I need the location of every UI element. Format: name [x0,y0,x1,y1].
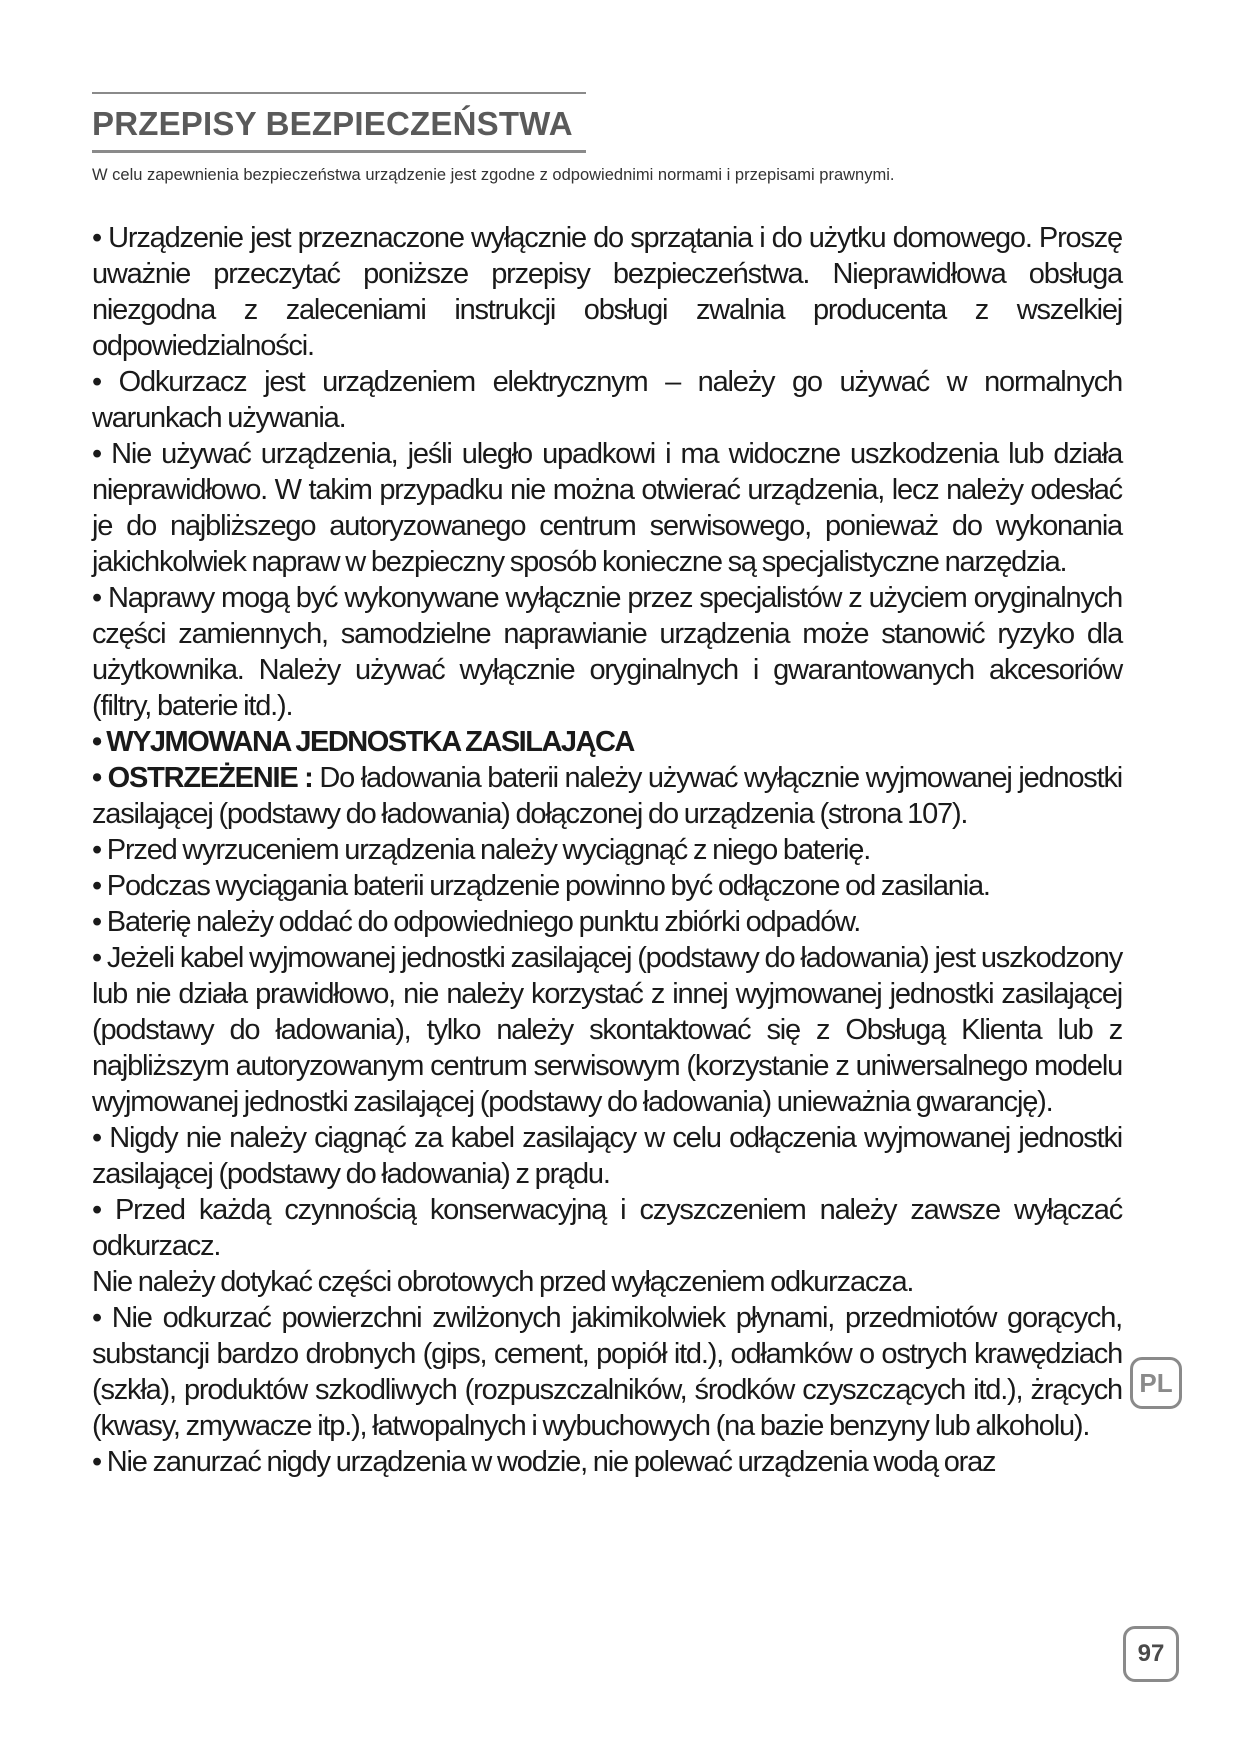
paragraph-battery-disposal: • Baterię należy oddać do odpowiedniego punktu zbiórki odpadów. [92,906,861,938]
page-title: PRZEPISY BEZPIECZEŃSTWA [92,105,573,142]
paragraph-damaged-cable: • Jeżeli kabel wyjmowanej jednostki zasilającej (podstawy do ładowania) jest uszkodzony lub nie działa prawidłowo, nie należy korzystać z innej wyjmowanej jednostki zasilającej (podstawy do ładowania), tylko należy skontaktować się z Obsługą Klienta lub z najbliższym autoryzowanym centrum serwisowym (korzystanie z uniwersalnego modelu wyjmowanej jednostki zasilającej (podstawy do ładowania) unieważnia gwarancję). [92,942,1122,1118]
page-number: 97 [1123,1626,1179,1682]
language-badge: PL [1130,1357,1182,1409]
paragraph-intended-use: • Urządzenie jest przeznaczone wyłącznie do sprzątania i do użytku domowego. Proszę uważnie przeczytać poniższe przepisy bezpieczeństwa. Nieprawidłowa obsługa niezgodna z zaleceniami instrukcji obsługi zwalnia producenta z wszelkiej odpowiedzialności. [92,222,1122,362]
paragraph-water: • Nie zanurzać nigdy urządzenia w wodzie, nie polewać urządzenia wodą oraz [92,1446,996,1478]
paragraph-switch-off: • Przed każdą czynnością konserwacyjną i czyszczeniem należy zawsze wyłączać odkurzacz. [92,1194,1122,1262]
paragraph-electrical-device: • Odkurzacz jest urządzeniem elektrycznym – należy go używać w normalnych warunkach używania. [92,366,1122,434]
paragraph-surfaces: • Nie odkurzać powierzchni zwilżonych jakimikolwiek płynami, przedmiotów gorących, substancji bardzo drobnych (gips, cement, popiół itd.), odłamków o ostrych krawędziach (szkła), produktów szkodliwych (rozpuszczalników, środków czyszczących itd.), żrących (kwasy, zmywacze itp.), łatwopalnych i wybuchowych (na bazie benzyny lub alkoholu). [92,1302,1122,1442]
paragraph-warning [92,760,1122,832]
paragraph-repairs: • Naprawy mogą być wykonywane wyłącznie przez specjalistów z użyciem oryginalnych części zamiennych, samodzielne naprawianie urządzenia może stanowić ryzyko dla użytkownika. Należy używać wyłącznie oryginalnych i gwarantowanych akcesoriów (filtry, baterie itd.). [92,582,1122,722]
paragraph-damaged-device: • Nie używać urządzenia, jeśli uległo upadkowi i ma widoczne uszkodzenia lub działa nieprawidłowo. W takim przypadku nie można otwierać urządzenia, lecz należy odesłać je do najbliższego autoryzowanego centrum serwisowego, ponieważ do wykonania jakichkolwiek napraw w bezpieczny sposób konieczne są specjalistyczne narzędzia. [92,438,1122,578]
warning-label: • OSTRZEŻENIE : [92,762,313,794]
header-bottom-rule [92,150,586,153]
safety-instructions-body [92,220,1122,1480]
paragraph-disconnect: • Podczas wyciągania baterii urządzenie powinno być odłączone od zasilania. [92,870,990,902]
intro-text: W celu zapewnienia bezpieczeństwa urządzenie jest zgodne z odpowiednimi normami i przepisami prawnymi. [92,166,895,184]
paragraph-power-unit-heading: • WYJMOWANA JEDNOSTKA ZASILAJĄCA [92,726,634,758]
warning-text: Do ładowania baterii należy używać wyłącznie wyjmowanej jednostki zasilającej (podstawy do ładowania) dołączonej do urządzenia (strona 107). [92,762,1122,830]
section-header [92,92,586,153]
paragraph-pull-cable: • Nigdy nie należy ciągnąć za kabel zasilający w celu odłączenia wyjmowanej jednostki zasilającej (podstawy do ładowania) z prądu. [92,1122,1122,1190]
paragraph-remove-battery: • Przed wyrzuceniem urządzenia należy wyciągnąć z niego baterię. [92,834,871,866]
paragraph-rotating-parts: Nie należy dotykać części obrotowych przed wyłączeniem odkurzacza. [92,1266,914,1298]
header-top-rule [92,92,586,94]
